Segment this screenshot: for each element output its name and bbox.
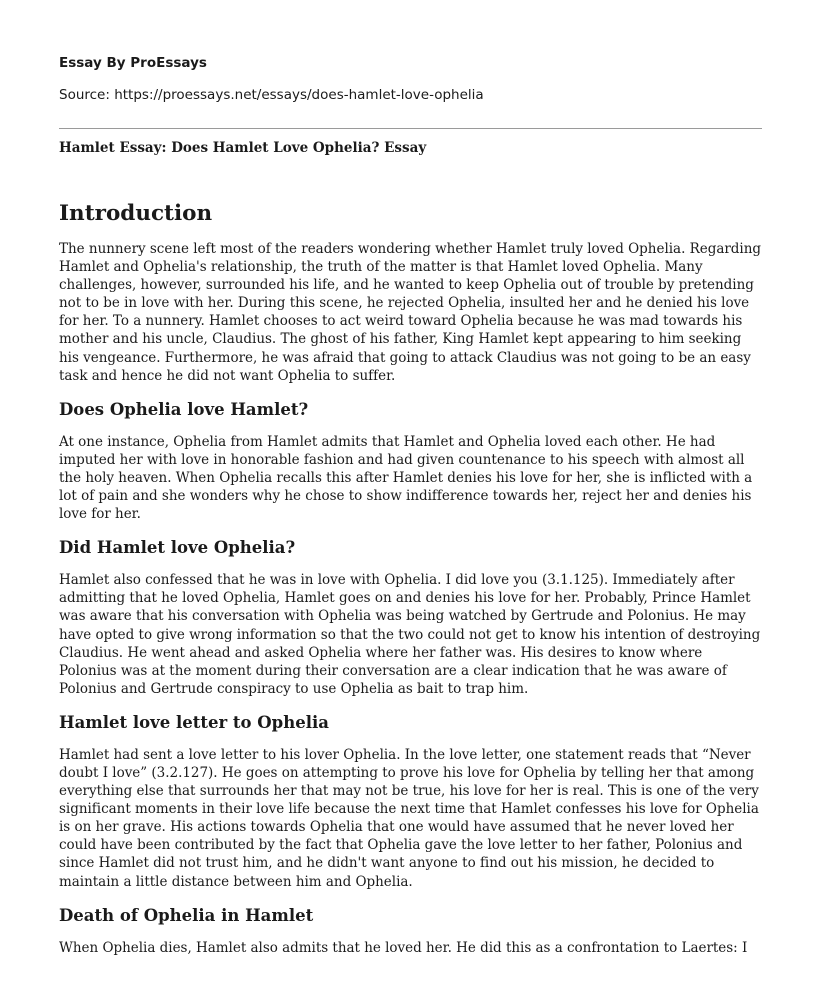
section-text-introduction: The nunnery scene left most of the readers wondering whether Hamlet truly loved Ophelia. Regarding Hamlet and Ophelia's relationship, the truth of the matter is that Hamlet loved Ophelia. Many challenges, however, surrounded his life, and he wanted to keep Ophelia out of trouble by pretending not to be in love with her. During this scene, he rejected Ophelia, insulted her and he denied his love for her. To a nunnery. Hamlet chooses to act weird toward Ophelia because he was mad towards his mother and his uncle, Claudius. The ghost of his father, King Hamlet kept appearing to him seeking his vengeance. Furthermore, he was afraid that going to attack Claudius was not going to be an easy task and hence he did not want Ophelia to suffer. (59, 241, 762, 384)
essay-content (59, 200, 763, 957)
document-title: Hamlet Essay: Does Hamlet Love Ophelia? Essay (59, 140, 427, 156)
section-heading-introduction: Introduction (59, 201, 213, 226)
section-heading-did-hamlet-love-ophelia: Did Hamlet love Ophelia? (59, 538, 296, 558)
header-divider (59, 128, 762, 129)
section-text-death-of-ophelia: When Ophelia dies, Hamlet also admits that he loved her. He did this as a confrontation to Laertes: I (59, 939, 748, 956)
section-heading-love-letter: Hamlet love letter to Ophelia (59, 712, 329, 732)
essay-brand: Essay By ProEssays (59, 55, 207, 71)
essay-source: Source: https://proessays.net/essays/does-hamlet-love-ophelia (59, 87, 484, 103)
section-text-does-ophelia-love-hamlet: At one instance, Ophelia from Hamlet admits that Hamlet and Ophelia loved each other. He had imputed her with love in honorable fashion and had given countenance to his speech with almost all the holy heaven. When Ophelia recalls this after Hamlet denies his love for her, she is inflicted with a lot of pain and she wonders why he chose to show indifference towards her, reject her and denies his love for her. (59, 433, 753, 523)
section-heading-death-of-ophelia: Death of Ophelia in Hamlet (59, 905, 314, 925)
section-text-love-letter: Hamlet had sent a love letter to his lover Ophelia. In the love letter, one statement reads that “Never doubt I love” (3.2.127). He goes on attempting to prove his love for Ophelia by telling her that among everything else that surrounds her that may not be true, his love for her is real. This is one of the very significant moments in their love life because the next time that Hamlet confesses his love for Ophelia is on her grave. His actions towards Ophelia that one would have assumed that he never loved her could have been contributed by the fact that Ophelia gave the love letter to her father, Polonius and since Hamlet did not trust him, and he didn't want anyone to find out his mission, he decided to maintain a little distance between him and Ophelia. (59, 746, 759, 890)
section-heading-does-ophelia-love-hamlet: Does Ophelia love Hamlet? (59, 399, 309, 419)
section-text-did-hamlet-love-ophelia: Hamlet also confessed that he was in love with Ophelia. I did love you (3.1.125). Immediately after admitting that he loved Ophelia, Hamlet goes on and denies his love for her. Probably, Prince Hamlet was aware that his conversation with Ophelia was being watched by Gertrude and Polonius. He may have opted to give wrong information so that the two could not get to know his intention of destroying Claudius. He went ahead and asked Ophelia where her father was. His desires to know where Polonius was at the moment during their conversation are a clear indication that he was aware of Polonius and Gertrude conspiracy to use Ophelia as bait to trap him. (59, 572, 761, 697)
